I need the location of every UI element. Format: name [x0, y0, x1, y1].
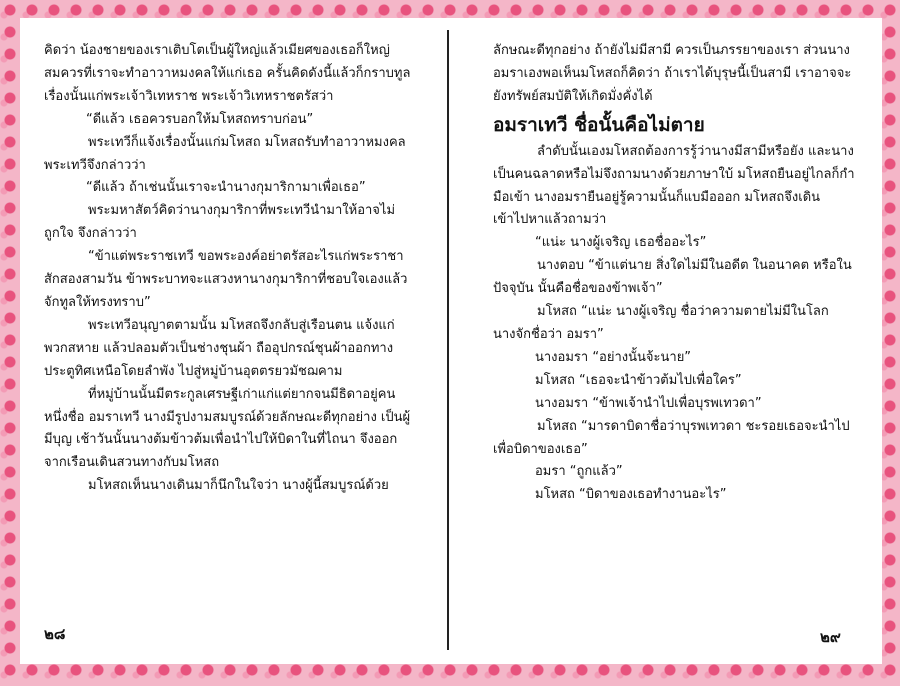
paragraph: “ดีแล้ว ถ้าเช่นนั้นเราจะนำนางกุมาริกามาเพื่อเธอ”	[86, 180, 366, 196]
page-number-left: ๒๘	[44, 625, 66, 643]
paragraph: พระเทวีก็แจ้งเรื่องนั้นแก่มโหสถ มโหสถรับทำอาวาหมงคล พระเทวีจึงกล่าวว่า	[44, 134, 406, 173]
section-heading: อมราเทวี ชื่อนั้นคือไม่ตาย	[493, 113, 705, 136]
paragraph: ลำดับนั้นเองมโหสถต้องการรู้ว่านางมีสามีหรือยัง และนางเป็นคนฉลาดหรือไม่จึงถามนางด้วยภาษาใบ้ มโหสถยืนอยู่ไกลก็กำมือเข้า นางอมรายืนอยู่รู้ความนั้นก็แบมือออก มโหสถจึงเดินเข้าไปหาแล้วถามว่า	[493, 143, 855, 228]
paragraph: นางอมรา “ข้าพเจ้านำไปเพื่อบุรพเทวดา”	[535, 395, 762, 411]
paragraph: มโหสถ “บิดาของเธอทำงานอะไร”	[535, 487, 727, 503]
right-page	[493, 40, 855, 507]
paragraph: คิดว่า น้องชายของเราเติบโตเป็นผู้ใหญ่แล้วเมียศของเธอก็ใหญ่สมควรที่เราจะทำอาวาหมงคลให้แก่เธอ ครั้นคิดดังนี้แล้วก็กราบทูลเรื่องนั้นแก่พระเจ้าวิเทหราช พระเจ้าวิเทหราชตรัสว่า	[44, 43, 411, 104]
paragraph: อมรา “ถูกแล้ว”	[535, 464, 623, 480]
paragraph: มโหสถเห็นนางเดินมาก็นึกในใจว่า นางผู้นี้สมบูรณ์ด้วย	[88, 478, 389, 494]
paragraph: นางอมรา “อย่างนั้นจ้ะนาย”	[535, 349, 692, 365]
paragraph: มโหสถ “เธอจะนำข้าวต้มไปเพื่อใคร”	[535, 372, 742, 388]
left-page	[44, 40, 416, 498]
paragraph: ที่หมู่บ้านนั้นมีตระกูลเศรษฐีเก่าแก่แต่ยากจนมีธิดาอยู่คนหนึ่งชื่อ อมราเทวี นางมีรูปงามสมบูรณ์ด้วยลักษณะดีทุกอย่าง เป็นผู้มีบุญ เช้าวันนั้นนางต้มข้าวต้มเพื่อนำไปให้บิดาในที่ไถนา จึงออกจากเรือนเดินสวนทางกับมโหสถ	[44, 386, 411, 471]
paragraph: “แน่ะ นางผู้เจริญ เธอชื่ออะไร”	[535, 235, 707, 251]
paragraph: “ข้าแต่พระราชเทวี ขอพระองค์อย่าตรัสอะไรแก่พระราชาสักสองสามวัน ข้าพระบาทจะแสวงหานางกุมาริกาที่ชอบใจเองแล้วจักทูลให้ทรงทราบ”	[44, 249, 408, 310]
page-divider	[447, 30, 449, 650]
paragraph: นางตอบ “ข้าแต่นาย สิ่งใดไม่มีในอดีต ในอนาคต หรือในปัจจุบัน นั้นคือชื่อของข้าพเจ้า”	[493, 258, 852, 297]
paragraph: ลักษณะดีทุกอย่าง ถ้ายังไม่มีสามี ควรเป็นภรรยาของเรา ส่วนนางอมราเองพอเห็นมโหสถก็คิดว่า ถ้าเราได้บุรุษนี้เป็นสามี เราอาจจะยังทรัพย์สมบัติให้เกิดมั่งคั่งได้	[493, 43, 852, 104]
paragraph: “ดีแล้ว เธอควรบอกให้มโหสถทราบก่อน”	[86, 111, 314, 127]
page-number-right: ๒๙	[820, 628, 841, 646]
paragraph: มโหสถ “แน่ะ นางผู้เจริญ ชื่อว่าความตายไม่มีในโลก นางจักชื่อว่า อมรา”	[493, 304, 829, 342]
paragraph: มโหสถ “มารดาบิดาชื่อว่าบุรพเทวดา ชะรอยเธอจะนำไปเพื่อบิดาของเธอ”	[493, 418, 850, 457]
paragraph: พระมหาสัตว์คิดว่านางกุมาริกาที่พระเทวีนำมาให้อาจไม่ถูกใจ จึงกล่าวว่า	[44, 203, 396, 242]
paragraph: พระเทวีอนุญาตตามนั้น มโหสถจึงกลับสู่เรือนตน แจ้งแก่พวกสหาย แล้วปลอมตัวเป็นช่างชุนผ้า ถืออุปกรณ์ชุนผ้าออกทางประตูทิศเหนือโดยลำพัง ไปสู่หมู่บ้านอุตตรยวมัชฌคาม	[44, 317, 395, 379]
